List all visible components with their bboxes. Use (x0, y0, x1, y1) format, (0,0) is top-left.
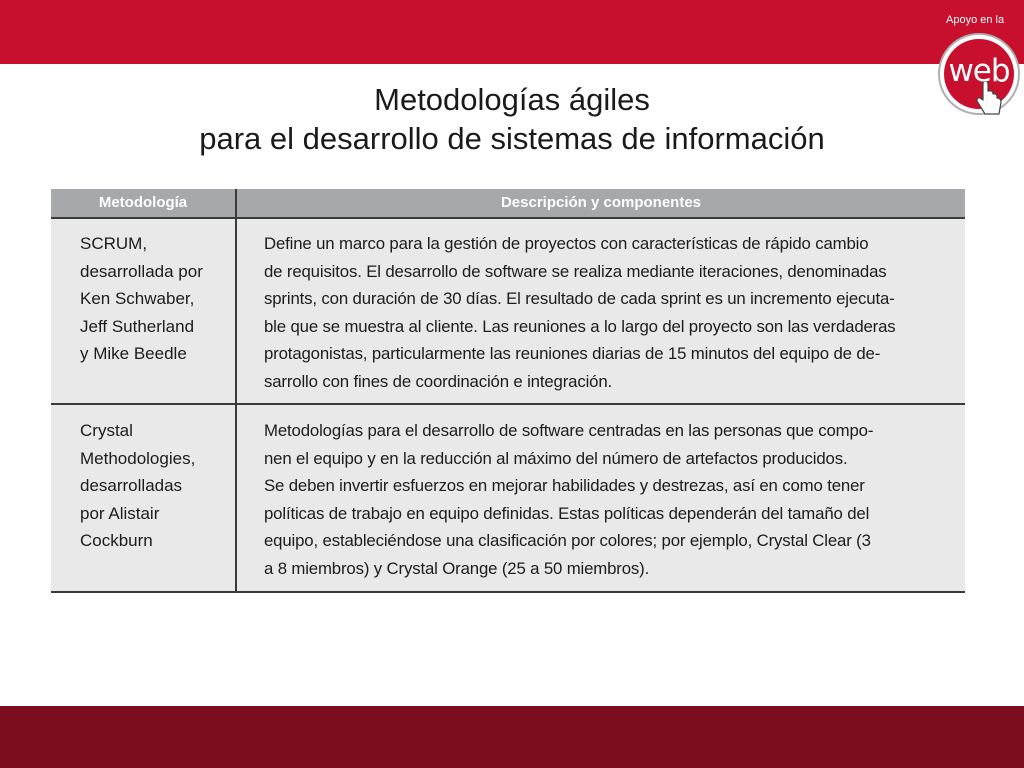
brand-tagline: Apoyo en la (946, 14, 1005, 26)
row-2-methodology: Crystal Methodologies, desarrolladas por Alistair Cockburn (80, 421, 196, 550)
row-1-description: Define un marco para la gestión de proyectos con características de rápido cambio de requisitos. El desarrollo de software se realiza mediante iteraciones, denominadas sprints, con duración de 30 días. El resultado de cada sprint es un incremento ejecuta- ble que se muestra al cliente. Las reuniones a lo largo del proyecto son las verdaderas protagonistas, particularmente las reuniones diarias de 15 minutos del equipo de de- sarrollo con fines de coordinación e integración. (264, 234, 896, 391)
title-line-2: para el desarrollo de sistemas de información (199, 121, 825, 156)
row-1-methodology: SCRUM, desarrollada por Ken Schwaber, Jeff Sutherland y Mike Beedle (80, 234, 203, 363)
brand-word: web (948, 53, 1010, 89)
row-2-description: Metodologías para el desarrollo de software centradas en las personas que compo- nen el equipo y en la reducción al máximo del número de artefactos producidos. Se deben invertir esfuerzos en mejorar habilidades y destrezas, así en como tener políticas de trabajo en equipo definidas. Estas políticas dependerán del tamaño del equipo, estableciéndose una clasificación por colores; por ejemplo, Crystal Clear (3 a 8 miembros) y Crystal Orange (25 a 50 miembros). (264, 421, 874, 578)
row-divider (51, 403, 965, 405)
header-methodology: Metodología (98, 194, 188, 211)
methodologies-table (51, 189, 965, 593)
header-description: Descripción y componentes (500, 194, 702, 211)
slide-title (112, 80, 912, 158)
table-header-row (51, 189, 965, 219)
column-divider (235, 189, 237, 591)
top-banner (0, 0, 1024, 64)
bottom-banner (0, 706, 1024, 768)
title-line-1: Metodologías ágiles (374, 82, 650, 117)
